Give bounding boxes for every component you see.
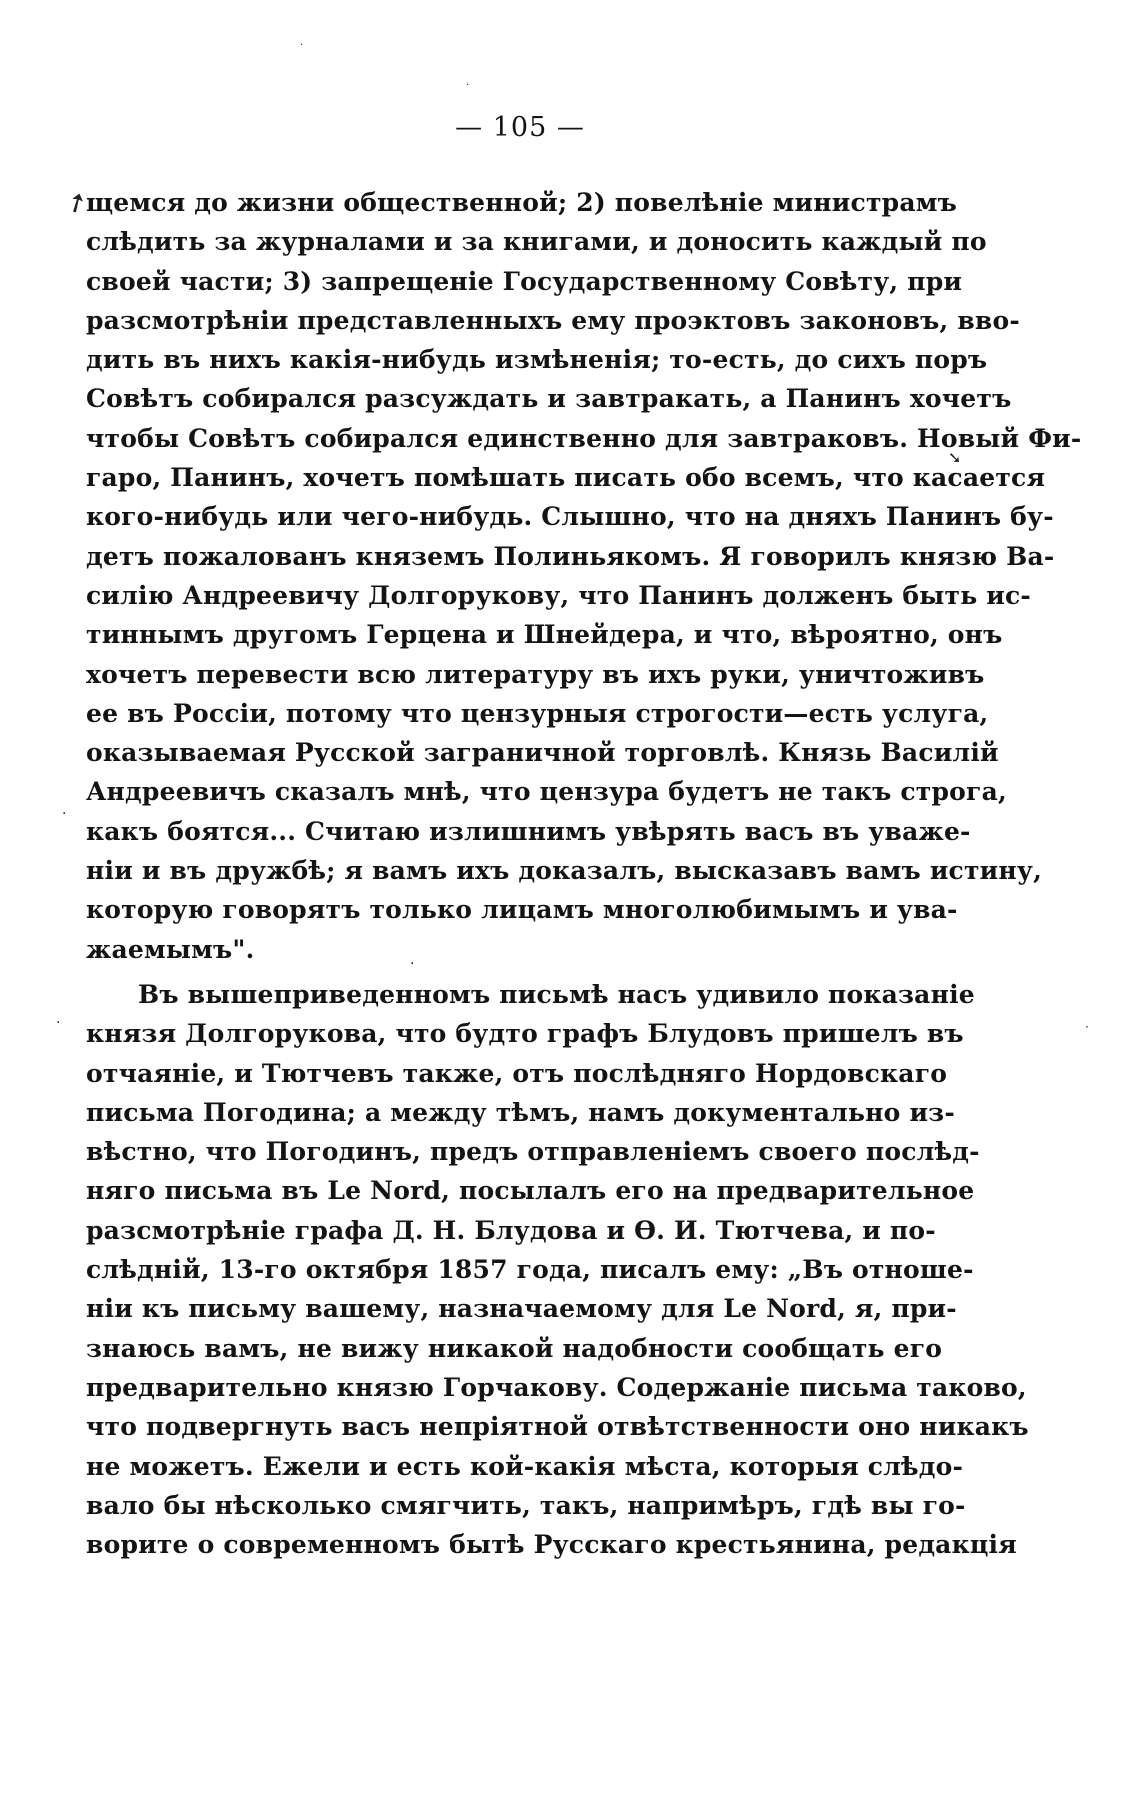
text-line: тиннымъ другомъ Герцена и Шнейдера, и что, вѣроятно, онъ [86,620,1003,650]
text-line: письма Погодина; а между тѣмъ, намъ документально из- [86,1097,955,1127]
text-line: слѣдить за журналами и за книгами, и доносить каждый по [86,227,987,257]
speck-mark: · [466,80,470,91]
text-line: щемся до жизни общественной; 2) повелѣніе министрамъ [86,188,958,217]
text-line: князя Долгорукова, что будто графъ Блудовъ пришелъ въ [86,1019,964,1049]
text-line: слѣдній, 13-го октября 1857 года, писалъ ему: „Въ отноше- [86,1255,974,1285]
body-text [86,183,1082,1564]
text-line: своей части; 3) запрещеніе Государственному Совѣту, при [86,266,963,296]
paragraph-2 [86,975,1029,1564]
text-line: Въ вышеприведенномъ письмѣ насъ удивило показаніе [138,979,975,1009]
text-line: знаюсь вамъ, не вижу никакой надобности сообщать его [86,1333,943,1363]
speck-mark: · [1085,1020,1089,1034]
text-line: отчаяніе, и Тютчевъ также, отъ послѣдняго Нордовскаго [86,1058,948,1088]
text-line: не можетъ. Ежели и есть кой-какія мѣста, которыя слѣдо- [86,1451,964,1481]
text-line: которую говорятъ только лицамъ многолюбимымъ и ува- [86,895,958,925]
text-line: ніи и въ дружбѣ; я вамъ ихъ доказалъ, высказавъ вамъ истину, [86,856,1043,886]
speck-mark: · [56,1015,61,1031]
text-line: какъ боятся... Считаю излишнимъ увѣрять васъ въ уваже- [86,816,971,846]
text-line: предварительно князю Горчакову. Содержаніе письма таково, [86,1372,1027,1402]
text-line: оказываемая Русской заграничной торговлѣ. Князь Василій [86,738,999,768]
text-line: гаро, Панинъ, хочетъ помѣшать писать обо всемъ, что касается [86,463,1046,493]
margin-arrow-mark: ➚ [59,184,94,222]
text-line: силію Андреевичу Долгорукову, что Панинъ долженъ быть ис- [86,580,1032,610]
text-line: вѣстно, что Погодинъ, предъ отправленіемъ своего послѣд- [86,1137,980,1167]
text-line: вало бы нѣсколько смягчить, такъ, напримѣръ, гдѣ вы го- [86,1490,966,1520]
text-line: дить въ нихъ какія-нибудь измѣненія; то-есть, до сихъ поръ [86,345,988,375]
speck-mark: · [300,40,304,51]
page-number: — 105 — [455,112,585,143]
speck-mark: · [62,806,67,822]
text-line: ніи къ письму вашему, назначаемому для Le Nord, я, при- [86,1294,957,1324]
text-line: няго письма въ Le Nord, посылалъ его на предварительное [86,1176,975,1206]
text-line: Андреевичъ сказалъ мнѣ, что цензура будетъ не такъ строга, [86,777,1007,807]
text-line: ее въ Россіи, потому что цензурныя строгости—есть услуга, [86,698,989,728]
text-line: детъ пожалованъ княземъ Полиньякомъ. Я говорилъ князю Ва- [86,541,1055,571]
text-line: ворите о современномъ бытѣ Русскаго крестьянина, редакція [86,1530,1017,1560]
text-line: кого-нибудь или чего-нибудь. Слышно, что на дняхъ Панинъ бу- [86,502,1054,532]
text-line: разсмотрѣніе графа Д. Н. Блудова и Ѳ. И. Тютчева, и по- [86,1215,936,1245]
text-line: хочетъ перевести всю литературу въ ихъ руки, уничтоживъ [86,659,985,689]
speck-mark: · [410,956,415,972]
text-line: что подвергнуть васъ непріятной отвѣтственности оно никакъ [86,1412,1029,1442]
paragraph-1 [86,183,1082,969]
text-line: жаемымъ". [86,934,255,964]
text-line: чтобы Совѣтъ собирался единственно для завтраковъ. Новый Фи- [86,423,1082,453]
speck-mark: ➘ [948,448,962,467]
text-line: Совѣтъ собирался разсуждать и завтракать, а Панинъ хочетъ [86,384,1012,414]
text-line: разсмотрѣніи представленныхъ ему проэктовъ законовъ, вво- [86,305,1020,335]
